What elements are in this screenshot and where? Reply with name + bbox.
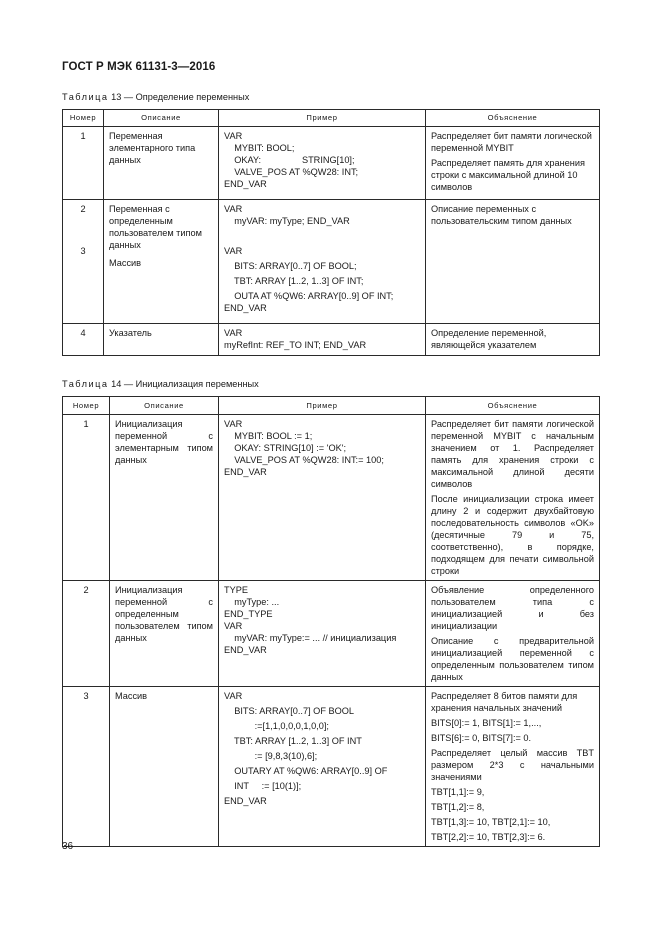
explanation-paragraph: Распределяет бит памяти логической переменной MYBIT (431, 131, 592, 153)
code-line: myVAR: myType:= ... // инициализация (224, 633, 397, 643)
code-line: TBT: ARRAY [1..2, 1..3] OF INT; (224, 276, 364, 286)
row-description-3: Массив (109, 258, 142, 268)
table-row (63, 324, 600, 356)
table14-caption-text: 14 — Инициализация переменных (108, 379, 259, 389)
code-line: MYBIT: BOOL; (224, 143, 295, 153)
row-example (219, 324, 426, 356)
table13-caption (62, 92, 249, 102)
column-header-number: Номер (63, 110, 104, 127)
code-line: TBT: ARRAY [1..2, 1..3] OF INT (224, 736, 362, 746)
row-description-2: Переменная с определенным пользователем типом данных (109, 204, 202, 250)
code-line: VAR (224, 204, 243, 214)
code-line: OUTA AT %QW6: ARRAY[0..9] OF INT; (224, 291, 394, 301)
column-header-description: Описание (110, 397, 219, 415)
row-description: Переменная элементарного типа данных (104, 127, 219, 200)
row-explanation: Определение переменной, являющейся указателем (426, 324, 600, 356)
explanation-paragraph: Распределяет целый массив TBT размером 2*3 с начальными значениями (431, 748, 594, 782)
row-number-2: 2 (80, 204, 86, 214)
row-number: 2 (63, 581, 110, 687)
code-line: BITS: ARRAY[0..7] OF BOOL (224, 706, 355, 716)
code-line: END_VAR (224, 796, 267, 806)
code-line: VAR (224, 691, 243, 701)
row-explanation (426, 687, 600, 847)
row-number: 3 (63, 687, 110, 847)
code-line: myType: ... (224, 597, 280, 607)
table-13 (62, 109, 600, 356)
code-line: END_VAR (224, 645, 267, 655)
explanation-paragraph: Объявление определенного пользователем типа с инициализацией и без инициализации (431, 585, 594, 631)
code-line: OKAY: STRING[10]; (224, 155, 355, 165)
row-number (63, 200, 104, 324)
row-example (219, 687, 426, 847)
explanation-paragraph: После инициализации строка имеет длину 2 и содержит двухбайтовую последовательность символов «OK» (десятичные 79 и 75, соответственно), в порядке, подходящем для печати символьной строки (431, 494, 594, 576)
table-row (63, 581, 600, 687)
explanation-paragraph: BITS[6]:= 0, BITS[7]:= 0. (431, 733, 532, 743)
row-description (104, 200, 219, 324)
row-explanation (426, 200, 600, 324)
code-line: TYPE (224, 585, 248, 595)
explanation-paragraph: Распределяет бит памяти логической переменной MYBIT с начальным значением от 1. Распределяет память для хранения строки с максимальной длиной десяти символов (431, 419, 594, 489)
row-example (219, 200, 426, 324)
row-number-3: 3 (80, 246, 86, 256)
table14-caption (62, 379, 259, 389)
table-14 (62, 396, 600, 847)
explanation-paragraph: BITS[0]:= 1, BITS[1]:= 1,..., (431, 718, 542, 728)
row-number: 1 (63, 127, 104, 200)
row-description: Массив (110, 687, 219, 847)
row-number: 4 (63, 324, 104, 356)
code-line: VAR (224, 246, 243, 256)
row-description: Инициализация переменной с определенным пользователем типом данных (110, 581, 219, 687)
column-header-number: Номер (63, 397, 110, 415)
explanation-paragraph: TBT[1,1]:= 9, (431, 787, 485, 797)
column-header-explanation: Объяснение (426, 397, 600, 415)
explanation-paragraph: Описание переменных с пользовательским типом данных (431, 204, 572, 226)
column-header-example: Пример (219, 110, 426, 127)
row-explanation (426, 581, 600, 687)
row-explanation (426, 127, 600, 200)
code-line: INT := [10(1)]; (224, 781, 302, 791)
row-example (219, 581, 426, 687)
table14-header-row (63, 397, 600, 415)
table-row (63, 415, 600, 581)
table13-caption-prefix: Таблица (62, 92, 109, 102)
column-header-description: Описание (104, 110, 219, 127)
code-line: myVAR: myType; END_VAR (224, 216, 350, 226)
column-header-example: Пример (219, 397, 426, 415)
table-row (63, 200, 600, 324)
code-line: BITS: ARRAY[0..7] OF BOOL; (224, 261, 357, 271)
code-line: myRefInt: REF_TO INT; END_VAR (224, 340, 367, 350)
column-header-explanation: Объяснение (426, 110, 600, 127)
code-line: END_VAR (224, 303, 267, 313)
table13-caption-text: 13 — Определение переменных (108, 92, 250, 102)
code-line: VAR (224, 131, 243, 141)
document-header: ГОСТ Р МЭК 61131-3—2016 (62, 61, 216, 73)
table13-header-row (63, 110, 600, 127)
code-line: END_TYPE (224, 609, 273, 619)
row-description: Инициализация переменной с элементарным типом данных (110, 415, 219, 581)
code-line: VALVE_POS AT %QW28: INT:= 100; (224, 455, 384, 465)
code-line: OUTARY AT %QW6: ARRAY[0..9] OF (224, 766, 388, 776)
code-line: VAR (224, 419, 243, 429)
code-line: VAR (224, 621, 243, 631)
code-line: VAR (224, 328, 243, 338)
code-line: := [9,8,3(10),6]; (224, 751, 318, 761)
table14-caption-prefix: Таблица (62, 379, 109, 389)
row-description: Указатель (104, 324, 219, 356)
code-line: :=[1,1,0,0,0,1,0,0]; (224, 721, 329, 731)
code-line: OKAY: STRING[10] := 'OK'; (224, 443, 347, 453)
table-row (63, 687, 600, 847)
row-example (219, 127, 426, 200)
explanation-paragraph: Описание с предварительной инициализацией переменной с определенным пользователем типом данных (431, 636, 594, 682)
explanation-paragraph: Распределяет память для хранения строки с максимальной длиной 10 символов (431, 158, 585, 192)
code-line: MYBIT: BOOL := 1; (224, 431, 313, 441)
explanation-paragraph: TBT[2,2]:= 10, TBT[2,3]:= 6. (431, 832, 546, 842)
explanation-paragraph: TBT[1,2]:= 8, (431, 802, 485, 812)
row-number: 1 (63, 415, 110, 581)
code-line: END_VAR (224, 467, 267, 477)
row-explanation (426, 415, 600, 581)
explanation-paragraph: Распределяет 8 битов памяти для хранения начальных значений (431, 691, 578, 713)
explanation-paragraph: TBT[1,3]:= 10, TBT[2,1]:= 10, (431, 817, 551, 827)
code-line: END_VAR (224, 179, 267, 189)
code-line: VALVE_POS AT %QW28: INT; (224, 167, 359, 177)
page-number: 36 (62, 841, 74, 852)
table-row (63, 127, 600, 200)
row-example (219, 415, 426, 581)
